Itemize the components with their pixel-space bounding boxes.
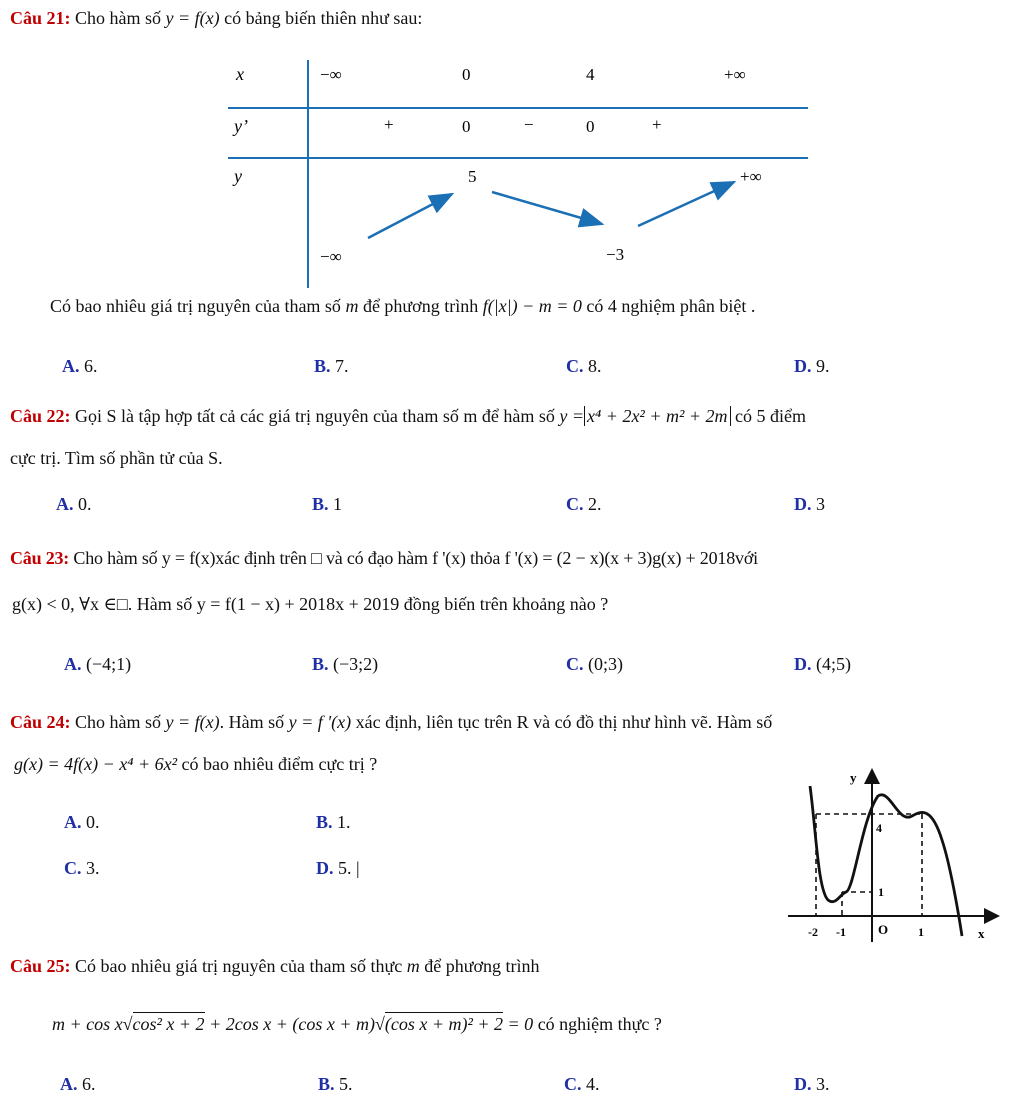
q25-equation-line [52,1014,662,1035]
q23-line-1 [10,548,758,569]
option-text: 3. [86,858,100,878]
option-letter: A. [64,812,82,832]
q25-eq-part-2: + 2cos x + (cos x + m) [209,1014,375,1034]
q22-line-1 [10,406,806,427]
option-letter: C. [566,494,584,514]
graph-tick-4: 4 [876,821,882,835]
q23-label: Câu 23: [10,548,70,568]
dy-zero-1: 0 [462,117,471,136]
q22-func-prefix: y = [559,406,585,426]
arrow-increasing-1 [368,194,452,238]
q25-sqrt-2: (cos x + m)² + 2 [384,1014,504,1034]
q21-equation: f(|x|) − m = 0 [482,296,582,316]
option-letter: D. [794,1074,812,1094]
option-letter: D. [794,356,812,376]
q21-question-pre: Có bao nhiêu giá trị nguyên của tham số [50,296,341,316]
q23-derivative: f '(x) [432,548,466,568]
q22-line-2: cực trị. Tìm số phần tử của S. [10,448,223,468]
q25-question: có nghiệm thực ? [537,1014,662,1034]
q25-eq-end: = 0 [507,1014,534,1034]
q21-param-m: m [345,296,359,316]
q22-text-end: có 5 điểm [735,406,806,426]
q21-option-a[interactable] [62,356,98,377]
q24-question: có bao nhiêu điểm cực trị ? [181,754,378,774]
q21-option-d[interactable] [794,356,830,377]
q23-function: y = f(x) [161,548,216,568]
q25-text-b: để phương trình [424,956,540,976]
q21-function: y = f(x) [165,8,220,28]
option-letter: C. [566,356,584,376]
graph-tick-minus2: -2 [808,925,818,939]
dy-sign-plus-1: + [384,115,394,134]
q24-line-1 [10,712,772,733]
option-text: 4. [586,1074,600,1094]
option-letter: A. [64,654,82,674]
option-letter: B. [312,494,329,514]
option-letter: D. [794,494,812,514]
q25-param-m: m [406,956,420,976]
q25-sqrt-1: cos² x + 2 [132,1014,205,1034]
option-text: 6. [84,356,98,376]
option-letter: D. [794,654,812,674]
dy-sign-minus: − [524,115,534,134]
sqrt-sign: √ [374,1014,385,1034]
graph-tick-x1: 1 [918,925,924,939]
q25-line-1 [10,956,539,977]
y-value-neg3: −3 [606,245,625,264]
q21-question [50,296,755,317]
graph-tick-1: 1 [878,885,884,899]
q25-label: Câu 25: [10,956,71,976]
q25-option-d[interactable] [794,1074,830,1095]
q25-option-c[interactable] [564,1074,600,1095]
graph-tick-minus1: -1 [836,925,846,939]
option-letter: B. [318,1074,335,1094]
q24-text-c: xác định, liên tục trên R và có đồ thị như hình vẽ. Hàm số [355,712,773,732]
q21-intro: Cho hàm số [75,8,162,28]
option-letter: A. [56,494,74,514]
option-letter: C. [566,654,584,674]
option-letter: A. [60,1074,78,1094]
option-text: (−3;2) [333,654,379,674]
q25-eq-part-1: m + cos x [52,1014,123,1034]
q24-line-2 [14,754,377,775]
option-text: 0. [78,494,92,514]
q24-option-b[interactable] [316,812,351,833]
real-set-placeholder-2: □ [116,594,128,614]
q22-option-b[interactable] [312,494,342,515]
q22-option-a[interactable] [56,494,92,515]
option-text: 9. [816,356,830,376]
q21-option-b[interactable] [314,356,349,377]
option-letter: B. [312,654,329,674]
q25-text-a: Có bao nhiêu giá trị nguyên của tham số thực [75,956,403,976]
q22-label: Câu 22: [10,406,71,426]
graph-origin-label: O [878,922,889,937]
q23-condition: g(x) < 0, ∀x ∈ [12,594,117,614]
x-value-neg-inf: −∞ [320,65,342,84]
option-text: 6. [82,1074,96,1094]
option-text: 5. [338,858,352,878]
q23-text-e: thỏa [470,548,501,568]
q23-new-function: y = f(1 − x) + 2018x + 2019 [196,594,400,614]
q23-text-g: . Hàm số [127,594,193,614]
q21-intro-end: có bảng biến thiên như sau: [224,8,423,28]
text-cursor: | [356,858,360,878]
q23-option-d[interactable] [794,654,851,675]
q21-option-c[interactable] [566,356,602,377]
q25-option-b[interactable] [318,1074,353,1095]
option-text: 7. [335,356,349,376]
option-letter: D. [316,858,334,878]
q23-text-f: với [735,548,758,568]
q24-option-c[interactable] [64,858,100,879]
q23-text-c: và có đạo hàm [325,548,428,568]
x-value-4: 4 [586,65,595,84]
variation-table [0,0,1024,300]
q24-derivative: y = f '(x) [288,712,352,732]
q24-function: y = f(x) [165,712,220,732]
option-text: 2. [588,494,602,514]
q21-question-mid: để phương trình [362,296,479,316]
q23-option-c[interactable] [566,654,623,675]
q24-option-d[interactable] [316,858,360,879]
option-letter: C. [64,858,82,878]
q24-label: Câu 24: [10,712,71,732]
option-letter: A. [62,356,80,376]
x-value-0: 0 [462,65,471,84]
sqrt-sign: √ [122,1014,133,1034]
q22-option-c[interactable] [566,494,602,515]
dy-zero-2: 0 [586,117,595,136]
option-text: (0;3) [588,654,623,674]
q23-text-a: Cho hàm số [73,548,158,568]
x-value-pos-inf: +∞ [724,65,746,84]
q23-text-b: xác định trên [215,548,307,568]
q22-func-abs: x⁴ + 2x² + m² + 2m [584,406,730,426]
option-text: 1. [337,812,351,832]
q23-question: đồng biến trên khoảng nào ? [403,594,609,614]
graph-x-label: x [978,926,985,941]
q22-option-d[interactable] [794,494,825,515]
row-label-y: y [234,166,242,186]
derivative-curve [810,786,962,936]
option-letter: B. [314,356,331,376]
option-letter: C. [564,1074,582,1094]
q24-text-b: . Hàm số [219,712,285,732]
q21-label: Câu 21: [10,8,71,28]
y-value-pos-inf: +∞ [740,167,762,186]
q22-text: Gọi S là tập hợp tất cả các giá trị nguyên của tham số m để hàm số [75,406,555,426]
row-label-x: x [236,64,244,84]
option-letter: B. [316,812,333,832]
real-set-placeholder: □ [310,548,322,568]
q21-question-end: có 4 nghiệm phân biệt . [586,296,756,316]
option-text: 8. [588,356,602,376]
q23-option-a[interactable] [64,654,131,675]
q24-g-function: g(x) = 4f(x) − x⁴ + 6x² [14,754,178,774]
option-text: 3. [816,1074,830,1094]
derivative-graph [780,760,1010,950]
arrow-increasing-2 [638,182,734,226]
q23-derivative-eq: f '(x) = (2 − x)(x + 3)g(x) + 2018 [504,548,736,568]
q25-option-a[interactable] [60,1074,96,1095]
option-text: (4;5) [816,654,851,674]
q23-line-2 [12,594,608,615]
arrow-decreasing [492,192,602,224]
option-text: (−4;1) [86,654,132,674]
option-text: 0. [86,812,100,832]
option-text: 3 [816,494,825,514]
q24-option-a[interactable] [64,812,100,833]
option-text: 1 [333,494,343,514]
row-label-dy: y’ [234,116,248,136]
dy-sign-plus-2: + [652,115,662,134]
graph-y-label: y [850,770,857,785]
q23-option-b[interactable] [312,654,378,675]
q24-text-a: Cho hàm số [75,712,162,732]
option-text: 5. [339,1074,353,1094]
y-value-neg-inf: −∞ [320,247,342,266]
y-value-5: 5 [468,167,477,186]
